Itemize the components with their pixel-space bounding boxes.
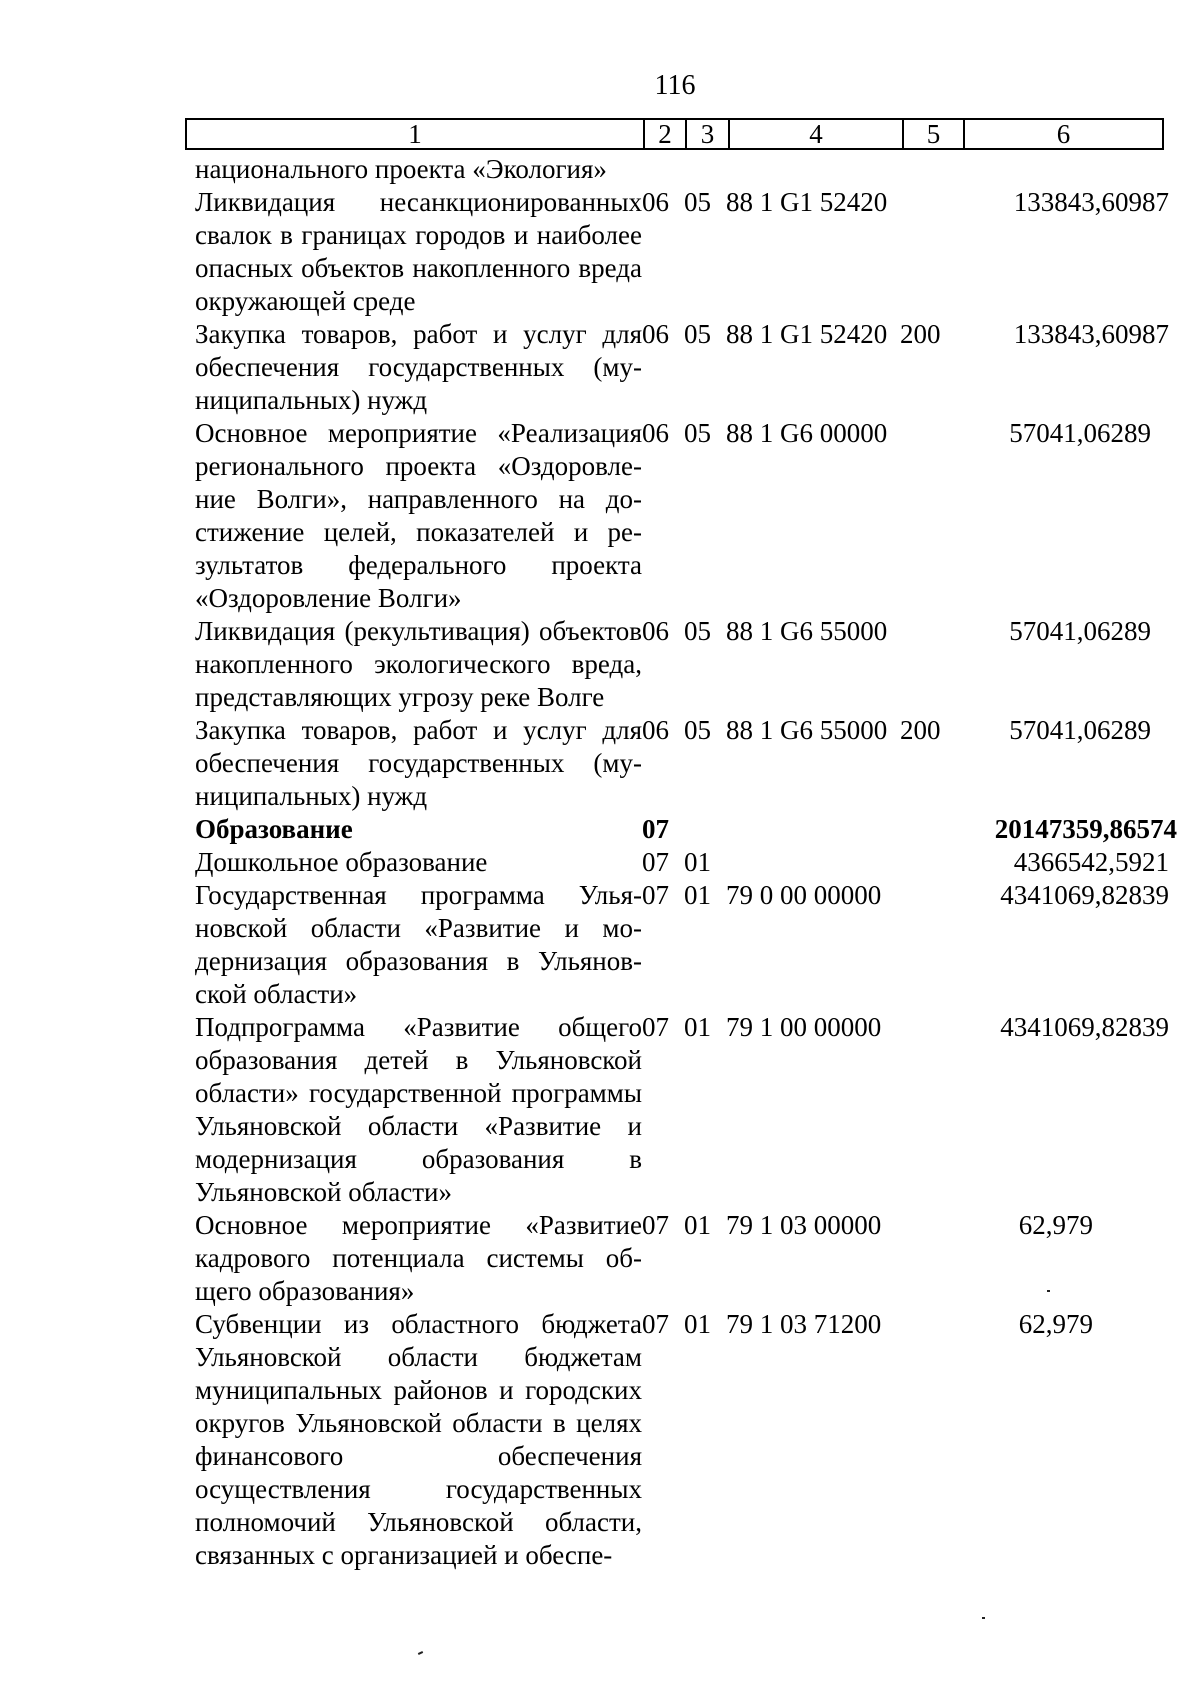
row-amount: 57041,06289	[1009, 715, 1151, 745]
row-name: Основное мероприятие «Развитие кадрового потенциала системы общего образования»	[195, 1210, 642, 1306]
row-name: Закупка товаров, работ и услуг для обеспечения государственных (муниципальных) нужд	[195, 319, 642, 415]
row-name: Дошкольное образование	[195, 847, 488, 877]
table-row	[195, 1011, 1175, 1209]
row-amount: 20147359,86574	[994, 814, 1177, 844]
row-amount: 4341069,82839	[1000, 880, 1169, 910]
row-amount: 133843,60987	[1013, 187, 1169, 217]
table-row-section-total	[195, 813, 1175, 846]
row-amount: 57041,06289	[1009, 616, 1151, 646]
row-target-article: 88 1 G6 55000	[726, 616, 888, 646]
row-section-code: 06	[642, 418, 669, 448]
table-row	[195, 714, 1175, 813]
row-name: Субвенции из областного бюджета Ульяновской области бюджетам муниципальных районов и городских округов Ульяновской области в целях финансового обеспечения осуществления государственных полномочий Ульяновской области, связанных с организацией и обеспе-	[195, 1309, 642, 1570]
header-col-6: 6	[963, 120, 1162, 148]
row-expense-type	[900, 186, 960, 318]
row-name: Основное мероприятие «Реализация регионального проекта «Оздоровление Волги», направленного на достижение целей, показателей и результатов федерального проекта «Оздоровление Волги»	[195, 418, 642, 613]
table-row	[195, 186, 1175, 318]
row-section-code: 06	[642, 187, 669, 217]
row-subsection-code: 01	[684, 1012, 711, 1042]
row-target-article: 88 1 G1 52420	[726, 319, 888, 349]
row-subsection-code: 05	[684, 418, 711, 448]
scan-speck	[418, 1651, 423, 1655]
row-subsection-code	[684, 153, 726, 186]
table-row	[195, 1308, 1175, 1572]
row-subsection-code: 01	[684, 880, 711, 910]
row-expense-type	[900, 879, 960, 1011]
row-amount: 4341069,82839	[1000, 1012, 1169, 1042]
table-row	[195, 846, 1175, 879]
table-row	[195, 879, 1175, 1011]
row-section-code: 06	[642, 616, 669, 646]
row-amount: 133843,60987	[1013, 319, 1169, 349]
row-section-code: 07	[642, 1012, 669, 1042]
row-section-code: 06	[642, 715, 669, 745]
row-amount: 4366542,5921	[1013, 847, 1169, 877]
header-col-3: 3	[685, 120, 728, 148]
table-row	[195, 153, 1175, 186]
row-section-code: 07	[642, 1309, 669, 1339]
row-name: Образование	[195, 814, 353, 844]
row-target-article: 79 1 03 00000	[726, 1210, 882, 1240]
row-name: Ликвидация (рекультивация) объектов накопленного экологического вреда, представляющих угрозу реке Волге	[195, 616, 642, 712]
row-subsection-code: 05	[684, 715, 711, 745]
row-expense-type	[900, 417, 960, 615]
page-number: 116	[654, 70, 696, 101]
header-col-1: 1	[408, 119, 422, 149]
row-name: Закупка товаров, работ и услуг для обеспечения государственных (муниципальных) нужд	[195, 715, 642, 811]
row-expense-type	[900, 153, 960, 186]
header-col-4: 4	[728, 120, 902, 148]
row-section-code	[642, 153, 684, 186]
table-row	[195, 1209, 1175, 1308]
row-name: Подпрограмма «Развитие общего образования детей в Ульяновской области» государственной программы Ульяновской области «Развитие и модернизация образования в Ульяновской области»	[195, 1012, 642, 1207]
row-target-article	[726, 846, 900, 879]
table-row	[195, 615, 1175, 714]
scan-speck	[1047, 1290, 1050, 1292]
row-expense-type: 200	[900, 715, 941, 745]
row-section-code: 07	[642, 1210, 669, 1240]
row-section-code: 07	[642, 847, 669, 877]
header-col-5: 5	[902, 120, 963, 148]
row-amount: 57041,06289	[1009, 418, 1151, 448]
row-subsection-code: 01	[684, 1309, 711, 1339]
row-subsection-code	[684, 813, 726, 846]
row-amount: 62,979	[1018, 1309, 1093, 1339]
row-subsection-code: 01	[684, 1210, 711, 1240]
row-subsection-code: 05	[684, 319, 711, 349]
table-header	[185, 118, 1164, 150]
table-row	[195, 417, 1175, 615]
row-expense-type	[900, 615, 960, 714]
row-expense-type: 200	[900, 319, 941, 349]
row-target-article	[726, 153, 900, 186]
row-amount	[960, 153, 1175, 186]
header-col-2: 2	[643, 120, 685, 148]
row-target-article: 88 1 G1 52420	[726, 187, 888, 217]
row-target-article	[726, 813, 900, 846]
row-subsection-code: 05	[684, 616, 711, 646]
row-target-article: 79 1 03 71200	[726, 1309, 882, 1339]
row-expense-type	[900, 813, 960, 846]
row-target-article: 88 1 G6 00000	[726, 418, 888, 448]
row-subsection-code: 01	[684, 847, 711, 877]
row-expense-type	[900, 1308, 960, 1572]
row-amount: 62,979	[1018, 1210, 1093, 1240]
row-subsection-code: 05	[684, 187, 711, 217]
row-expense-type	[900, 846, 960, 879]
row-name: Ликвидация несанкционированных свалок в границах городов и наиболее опасных объектов накопленного вреда окружающей среде	[195, 187, 642, 316]
row-section-code: 06	[642, 319, 669, 349]
budget-table-body	[195, 153, 1175, 1572]
row-name: национального проекта «Экология»	[195, 154, 607, 184]
scan-speck	[982, 1617, 985, 1619]
row-target-article: 79 1 00 00000	[726, 1012, 882, 1042]
row-name: Государственная программа Ульяновской области «Развитие и модернизация образования в Ульяновской области»	[195, 880, 642, 1009]
row-section-code: 07	[642, 880, 669, 910]
row-expense-type	[900, 1209, 960, 1308]
row-target-article: 79 0 00 00000	[726, 880, 882, 910]
row-expense-type	[900, 1011, 960, 1209]
row-section-code: 07	[642, 814, 669, 844]
table-row	[195, 318, 1175, 417]
row-target-article: 88 1 G6 55000	[726, 715, 888, 745]
